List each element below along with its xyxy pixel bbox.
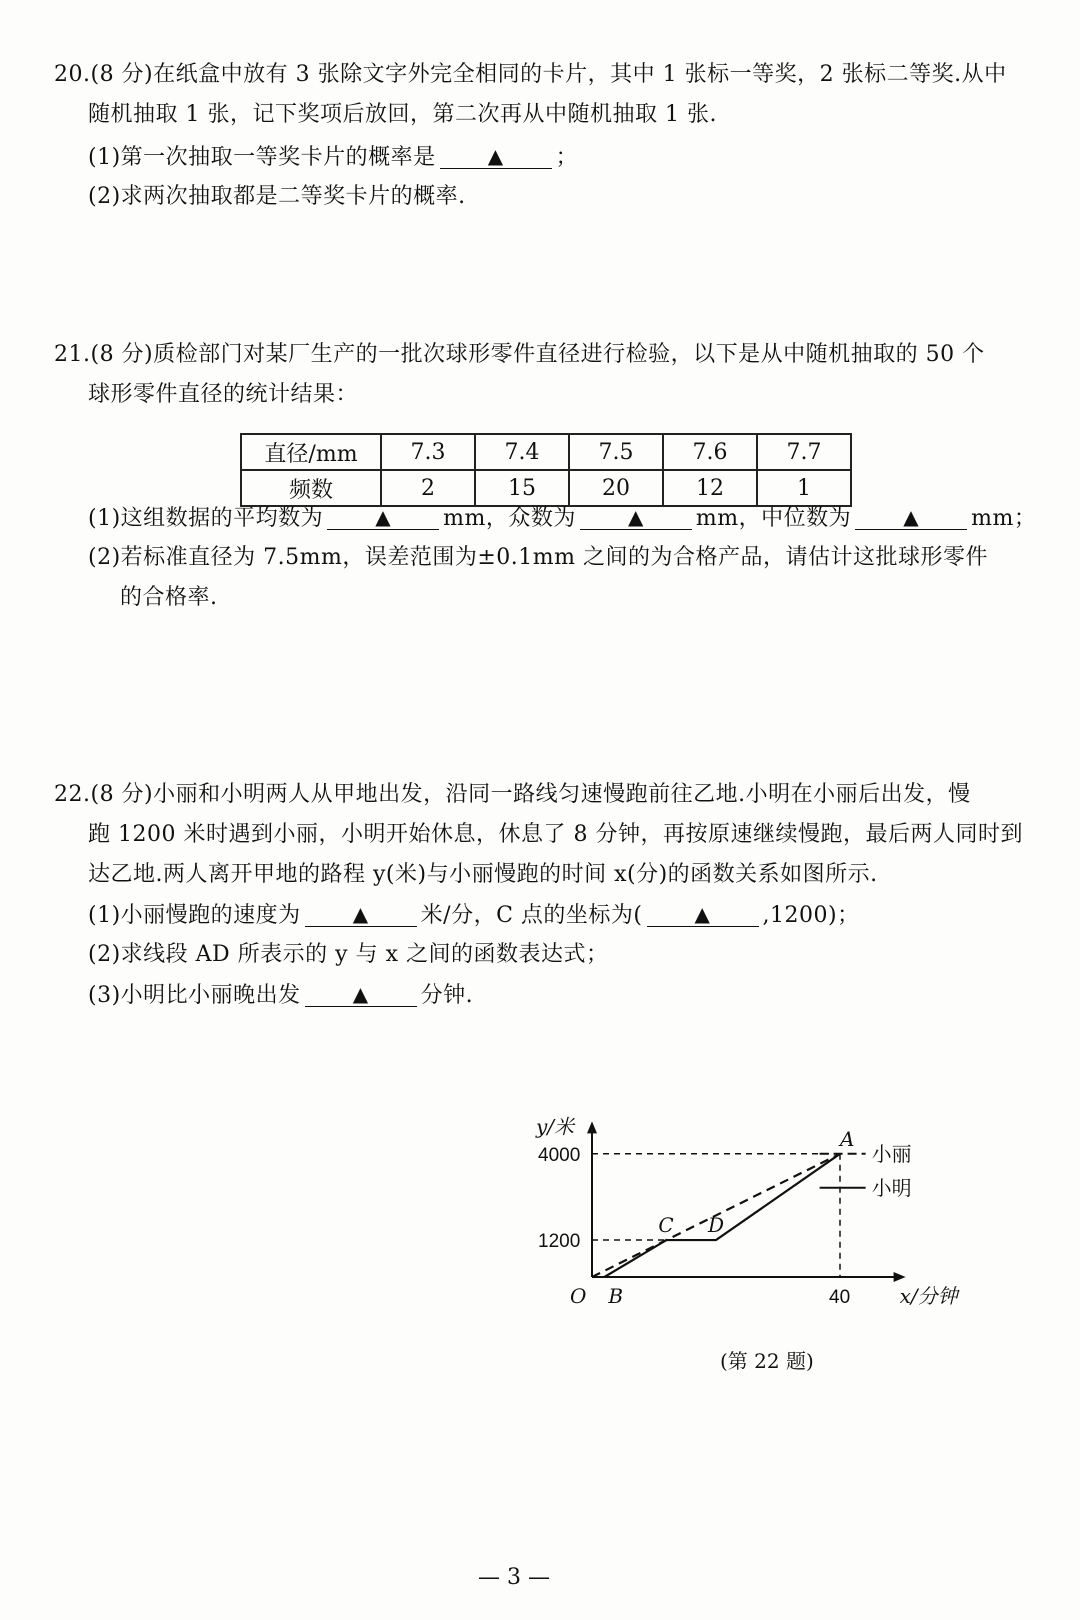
q20-stem-line2: 随机抽取 1 张，记下奖项后放回，第二次再从中随机抽取 1 张. xyxy=(88,102,717,127)
q22-stem-line1: 22.(8 分)小丽和小明两人从甲地出发，沿同一路线匀速慢跑前往乙地.小明在小丽后出发，慢 xyxy=(54,782,971,807)
point-label-c: C xyxy=(658,1213,674,1238)
q20-part1-end: ； xyxy=(555,145,579,170)
point-label-d: D xyxy=(708,1213,725,1238)
q22-part1 xyxy=(88,900,860,931)
q22-part1-text-b: 米/分，C 点的坐标为( xyxy=(420,903,643,928)
table-row xyxy=(241,470,851,506)
table-cell: 12 xyxy=(663,470,757,506)
y-axis-arrow-icon xyxy=(587,1121,597,1133)
point-label-b: B xyxy=(608,1284,624,1308)
table-cell: 7.4 xyxy=(475,434,569,470)
q20-part1-text: (1)第一次抽取一等奖卡片的概率是 xyxy=(88,145,436,170)
answer-blank[interactable] xyxy=(305,980,417,1007)
q21-part1-text-b: mm，众数为 xyxy=(443,506,576,531)
q21-part2-line2: 的合格率. xyxy=(120,585,218,610)
blank-triangle-icon: ▲ xyxy=(375,505,392,529)
table-row xyxy=(241,434,851,470)
q20-stem-line1: 20.(8 分)在纸盒中放有 3 张除文字外完全相同的卡片，其中 1 张标一等奖，2 张标二等奖.从中 xyxy=(54,62,1007,87)
answer-blank[interactable] xyxy=(580,503,692,530)
table-cell: 7.7 xyxy=(757,434,851,470)
point-label-a: A xyxy=(840,1126,855,1151)
origin-label: O xyxy=(570,1284,587,1308)
answer-blank[interactable] xyxy=(647,900,759,927)
y-tick-label: 1200 xyxy=(538,1231,581,1253)
table-cell: 20 xyxy=(569,470,663,506)
answer-blank[interactable] xyxy=(305,900,417,927)
blank-triangle-icon: ▲ xyxy=(903,505,920,529)
page-number: — 3 — xyxy=(478,1565,550,1590)
blank-triangle-icon: ▲ xyxy=(352,982,369,1006)
q21-part1-text-d: mm； xyxy=(971,506,1037,531)
q22-part2: (2)求线段 AD 所表示的 y 与 x 之间的函数表达式； xyxy=(88,942,609,967)
table-cell: 15 xyxy=(475,470,569,506)
answer-blank[interactable] xyxy=(440,142,552,169)
q21-stem-line1: 21.(8 分)质检部门对某厂生产的一批次球形零件直径进行检验，以下是从中随机抽取的 50 个 xyxy=(54,342,985,367)
q22-part3 xyxy=(88,980,473,1011)
legend-label: 小明 xyxy=(871,1175,912,1200)
answer-blank[interactable] xyxy=(327,503,439,530)
q22-stem-line2: 跑 1200 米时遇到小丽，小明开始休息，休息了 8 分钟，再按原速继续慢跑，最后两人同时到 xyxy=(88,822,1023,847)
blank-triangle-icon: ▲ xyxy=(694,902,711,926)
q20-part2: (2)求两次抽取都是二等奖卡片的概率. xyxy=(88,184,466,209)
q22-part1-text-a: (1)小丽慢跑的速度为 xyxy=(88,903,301,928)
figure-caption: (第 22 题) xyxy=(720,1349,814,1373)
q21-part2-line1: (2)若标准直径为 7.5mm，误差范围为±0.1mm 之间的为合格产品，请估计这批球形零件 xyxy=(88,545,989,570)
q20-part1 xyxy=(88,142,578,173)
answer-blank[interactable] xyxy=(855,503,967,530)
q21-part1 xyxy=(88,503,1036,534)
table-cell: 2 xyxy=(381,470,475,506)
table-header-diameter: 直径/mm xyxy=(241,434,381,470)
table-cell: 7.3 xyxy=(381,434,475,470)
table-cell: 1 xyxy=(757,470,851,506)
table-cell: 7.5 xyxy=(569,434,663,470)
frequency-table xyxy=(240,433,852,507)
q22-part1-text-c: ,1200)； xyxy=(762,903,860,928)
y-tick-label: 4000 xyxy=(538,1144,581,1166)
q21-stem-line2: 球形零件直径的统计结果： xyxy=(88,382,359,407)
y-axis-label: y/米 xyxy=(536,1114,575,1139)
table-cell: 7.6 xyxy=(663,434,757,470)
legend-label: 小丽 xyxy=(871,1141,912,1166)
q21-part1-text-a: (1)这组数据的平均数为 xyxy=(88,506,324,531)
x-axis-label: x/分钟 xyxy=(899,1284,958,1308)
q22-part3-text-b: 分钟. xyxy=(420,983,474,1008)
blank-triangle-icon: ▲ xyxy=(627,505,644,529)
x-tick-label: 40 xyxy=(829,1287,851,1308)
table-header-frequency: 频数 xyxy=(241,470,381,506)
x-axis-arrow-icon xyxy=(894,1272,906,1282)
q22-stem-line3: 达乙地.两人离开甲地的路程 y(米)与小丽慢跑的时间 x(分)的函数关系如图所示. xyxy=(88,862,878,887)
distance-time-graph xyxy=(530,1045,990,1345)
blank-triangle-icon: ▲ xyxy=(352,902,369,926)
q21-part1-text-c: mm，中位数为 xyxy=(695,506,852,531)
blank-triangle-icon: ▲ xyxy=(487,144,504,168)
q22-part3-text-a: (3)小明比小丽晚出发 xyxy=(88,983,301,1008)
